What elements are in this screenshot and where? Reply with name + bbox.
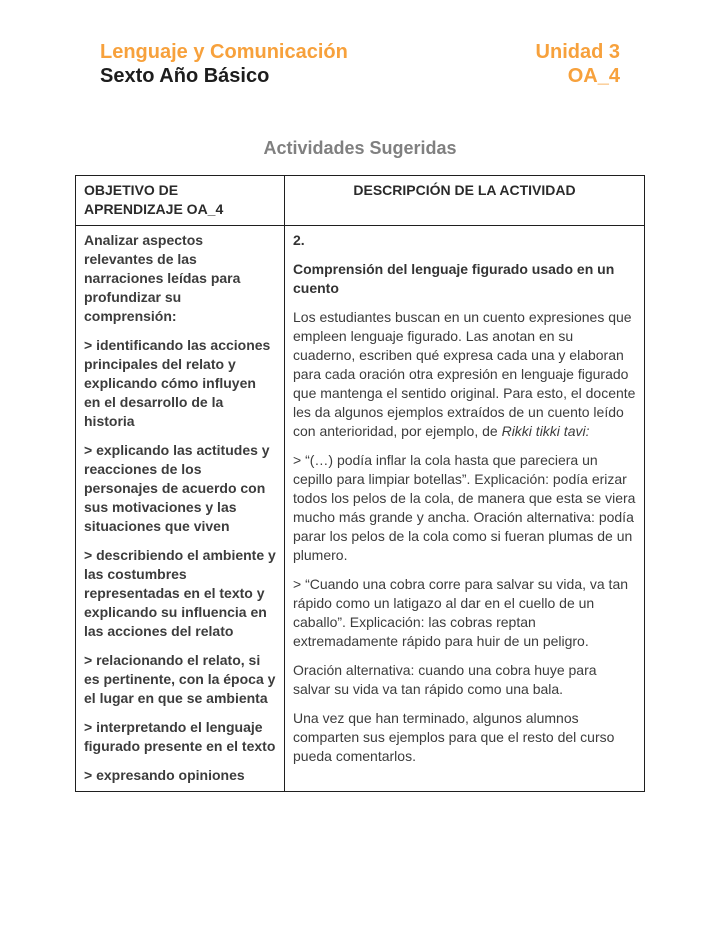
oa-code-label: OA_4 — [567, 65, 620, 87]
objective-bullet-2: > explicando las actitudes y reacciones de los personajes de acuerdo con sus motivaciones y las situaciones que viven — [84, 442, 270, 534]
objective-bullet-1: > identificando las acciones principales del relato y explicando cómo influyen en el desarrollo de la historia — [84, 337, 271, 429]
description-cell — [285, 226, 645, 792]
table-header-row — [76, 176, 645, 226]
header-right-block — [536, 40, 620, 88]
story-title-italic: Rikki tikki tavi: — [501, 423, 590, 439]
objective-intro: Analizar aspectos relevantes de las narraciones leídas para profundizar su comprensión: — [84, 232, 241, 324]
activities-table — [75, 175, 645, 792]
grade-subtitle: Sexto Año Básico — [100, 65, 270, 87]
activity-intro-paragraph — [293, 308, 636, 441]
activity-intro-text: Los estudiantes buscan en un cuento expresiones que empleen lenguaje figurado. Las anotan en su cuaderno, escriben qué expresa cada una y elaboran para cada oración otra expresión en lenguaje figurado que mantenga el sentido original. Para esto, el docente les da algunos ejemplos extraídos de un cuento leído con anterioridad, por ejemplo, de — [293, 309, 636, 439]
page-title: Actividades Sugeridas — [263, 138, 457, 158]
activity-heading: Comprensión del lenguaje figurado usado en un cuento — [293, 261, 615, 296]
objective-bullet-3: > describiendo el ambiente y las costumbres representadas en el texto y explicando su influencia en las acciones del relato — [84, 547, 276, 639]
activity-example-2: > “Cuando una cobra corre para salvar su vida, va tan rápido como un latigazo al dar en el cuello de un caballo”. Explicación: las cobras reptan extremadamente rápido para huir de un peligro. — [293, 576, 629, 649]
objective-bullet-6: > expresando opiniones — [84, 767, 245, 783]
unit-label: Unidad 3 — [535, 41, 620, 63]
column-header-description: DESCRIPCIÓN DE LA ACTIVIDAD — [285, 176, 645, 226]
objective-cell — [76, 226, 285, 792]
activity-closing: Una vez que han terminado, algunos alumnos comparten sus ejemplos para que el resto del curso pueda comentarlos. — [293, 710, 615, 764]
document-header — [0, 0, 720, 88]
activity-example-1: > “(…) podía inflar la cola hasta que pareciera un cepillo para limpiar botellas”. Explicación: podía erizar todos los pelos de la cola, de manera que esta se viera mucho más grande y ancha. Oración alternativa: podía parar los pelos de la cola como si fueran plumas de un plumero. — [293, 452, 636, 563]
activity-number: 2. — [293, 232, 305, 248]
activity-alt-sentence: Oración alternativa: cuando una cobra huye para salvar su vida va tan rápido como una bala. — [293, 662, 597, 697]
objective-bullet-4: > relacionando el relato, si es pertinente, con la época y el lugar en que se ambienta — [84, 652, 276, 706]
column-header-objective: OBJETIVO DE APRENDIZAJE OA_4 — [76, 176, 285, 226]
header-left-block — [100, 40, 348, 88]
table-body-row — [76, 226, 645, 792]
subject-title: Lenguaje y Comunicación — [100, 41, 348, 63]
objective-bullet-5: > interpretando el lenguaje figurado presente en el texto — [84, 719, 276, 754]
